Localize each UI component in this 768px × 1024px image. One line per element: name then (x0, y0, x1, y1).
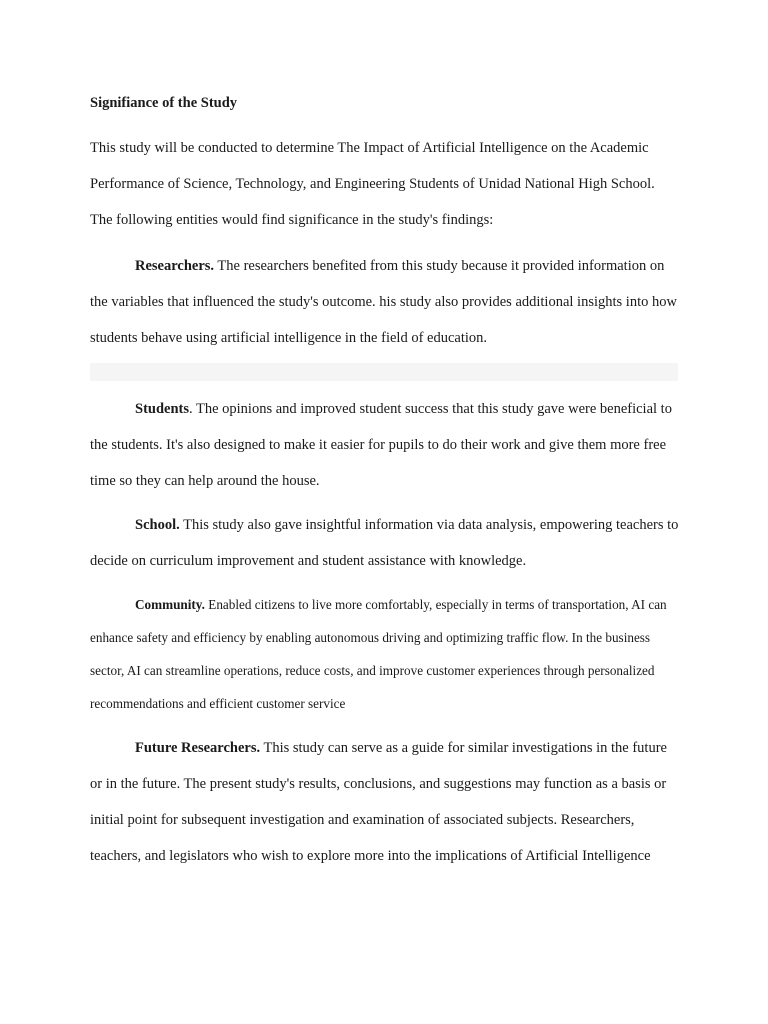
researchers-paragraph (90, 248, 680, 356)
intro-paragraph: This study will be conducted to determine The Impact of Artificial Intelligence on the Academic Performance of Science, Technology, and Engineering Students of Unidad National High School. The following entities would find significance in the study's findings: (90, 140, 655, 228)
community-text: Enabled citizens to live more comfortably, especially in terms of transportation, AI can enhance safety and efficiency by enabling autonomous driving and optimizing traffic flow. In the business sector, AI can streamline operations, reduce costs, and improve customer experiences through personalized recommendations and efficient customer service (90, 597, 667, 711)
students-paragraph (90, 391, 680, 499)
section-heading: Signifiance of the Study (90, 95, 238, 111)
community-paragraph (90, 588, 682, 720)
future-researchers-text: This study can serve as a guide for similar investigations in the future or in the future. The present study's results, conclusions, and suggestions may function as a basis or initial point for subsequent investigation and examination of associated subjects. Researchers, teachers, and legislators who wish to explore more into the implications of Artificial Intelligence (90, 740, 667, 864)
future-researchers-paragraph (90, 730, 680, 874)
students-term: Students (135, 401, 189, 417)
page-break-band (90, 363, 678, 381)
community-term: Community. (135, 597, 205, 612)
researchers-term: Researchers. (135, 258, 215, 274)
school-term: School. (135, 517, 180, 533)
students-text: . The opinions and improved student success that this study gave were beneficial to the students. It's also designed to make it easier for pupils to do their work and give them more free time so they can help around the house. (90, 401, 672, 489)
future-researchers-term: Future Researchers. (135, 740, 261, 756)
school-paragraph (90, 507, 680, 579)
researchers-text: The researchers benefited from this study because it provided information on the variables that influenced the study's outcome. his study also provides additional insights into how students behave using artificial intelligence in the field of education. (90, 258, 677, 346)
school-text: This study also gave insightful information via data analysis, empowering teachers to decide on curriculum improvement and student assistance with knowledge. (90, 517, 679, 569)
